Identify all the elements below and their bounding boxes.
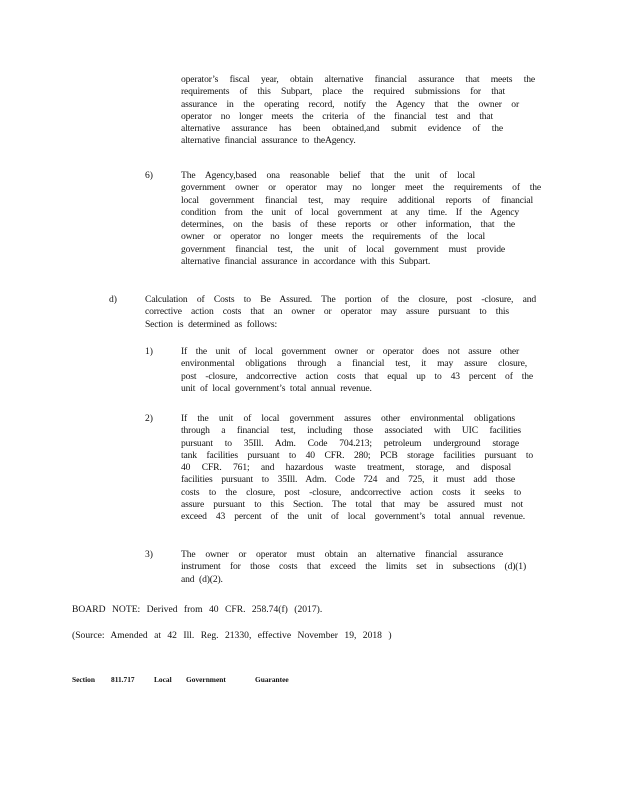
text-line: alternative assurance has been obtained,and submit evidence of the [181,123,503,134]
text-line: exceed 43 percent of the unit of local government’s total annual revenue. [181,511,525,522]
text-line: requirements of this Subpart, place the required submissions for that [181,86,505,98]
text-line: facilities pursuant to 35Ill. Adm. Code 724 and 725, it must add those [181,474,515,486]
section-number: 811.717 [111,675,135,684]
continuation-paragraph [181,74,535,148]
text-line: instrument for those costs that exceed the limits set in subsections (d)(1) [181,561,526,573]
text-line: pursuant to 35Ill. Adm. Code 704.213; petroleum underground storage [181,437,519,449]
text-line: government owner or operator may no longer meet the requirements of the [181,182,541,194]
item-6-marker: 6) [145,170,153,181]
text-line: alternative financial assurance to theAgency. [181,135,356,147]
text-line: costs to the closure, post -closure, andcorrective action costs it seeks to [181,486,521,498]
text-line: and (d)(2). [181,573,223,585]
text-line: determines, on the basis of these reports or other information, that the [181,219,515,230]
subitem-2-paragraph [181,413,533,523]
item-d-paragraph [145,294,536,331]
text-line: through a financial test, including those associated with UIC facilities [181,425,521,437]
text-line: owner or operator no longer meets the requirements of the local [181,231,485,243]
subitem-1-paragraph [181,346,533,395]
text-line: alternative financial assurance in accordance with this Subpart. [181,255,431,267]
text-line: government financial test, the unit of local government must provide [181,243,505,255]
text-line: The owner or operator must obtain an alternative financial assurance [181,549,503,560]
text-line: corrective action costs that an owner or operator may assure pursuant to this [145,306,509,318]
item-d-marker: d) [109,294,117,305]
subitem-1-marker: 1) [145,346,153,357]
text-line: environmental obligations through a financial test, it may assure closure, [181,358,527,370]
board-note: BOARD NOTE: Derived from 40 CFR. 258.74(f) (2017). [72,604,323,615]
text-line: Calculation of Costs to Be Assured. The portion of the closure, post -closure, and [145,294,536,305]
source-note: (Source: Amended at 42 Ill. Reg. 21330, effective November 19, 2018 ) [72,630,392,641]
item-6-paragraph [181,170,541,268]
text-line: assure pursuant to this Section. The total that may be assured must not [181,498,523,510]
text-line: The Agency,based ona reasonable belief that the unit of local [181,170,475,181]
subitem-3-marker: 3) [145,549,153,560]
text-line: post -closure, andcorrective action costs that equal up to 43 percent of the [181,370,533,382]
subitem-3-paragraph [181,549,526,586]
text-line: operator no longer meets the criteria of the financial test and that [181,110,493,122]
section-title-word-1: Local [154,675,172,684]
text-line: If the unit of local government owner or operator does not assure other [181,346,519,357]
text-line: operator’s fiscal year, obtain alternative financial assurance that meets the [181,74,535,85]
text-line: tank facilities pursuant to 40 CFR. 280; PCB storage facilities pursuant to [181,449,533,461]
text-line: 40 CFR. 761; and hazardous waste treatment, storage, and disposal [181,462,511,473]
text-line: unit of local government’s total annual revenue. [181,382,372,394]
section-title-word-2: Government [186,675,226,684]
text-line: assurance in the operating record, notify the Agency that the owner or [181,98,519,110]
text-line: Section is determined as follows: [145,318,278,330]
text-line: condition from the unit of local government at any time. If the Agency [181,206,519,218]
text-line: local government financial test, may require additional reports of financial [181,194,533,206]
subitem-2-marker: 2) [145,413,153,424]
section-title-word-3: Guarantee [255,675,289,684]
section-label: Section [72,675,95,684]
text-line: If the unit of local government assures other environmental obligations [181,413,515,424]
